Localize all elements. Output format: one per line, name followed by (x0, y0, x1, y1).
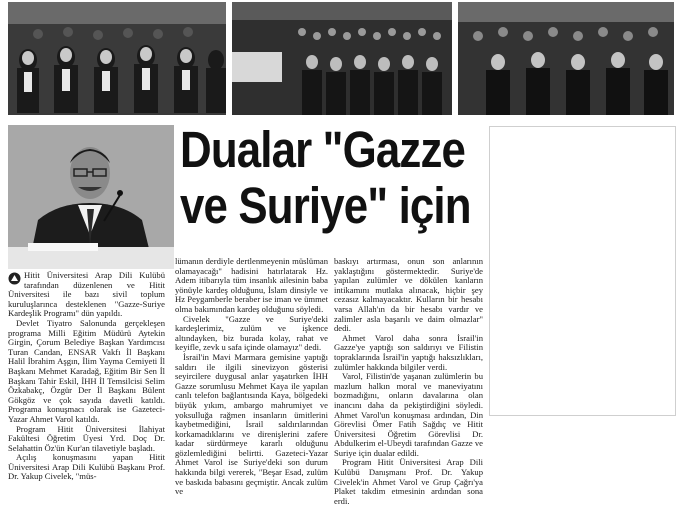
article-paragraph: Program Hitit Üniversitesi İlahiyat Fakültesi Öğretim Üyesi Yrd. Doç Dr. Selahattin Öz'ün Kur'an tilavetiyle başladı. (8, 423, 165, 453)
headline-line-1: Dualar "Gazze (180, 121, 466, 178)
university-logo-icon (8, 272, 21, 285)
headline (180, 121, 471, 234)
article-column-2 (175, 257, 328, 497)
article-paragraph: Varol, Filistin'de yaşanan zulümlerin bu mazlum halkın moral ve maneviyatını bozmadığını, onların davalarına olan inancını daha da pekiştirdiğini söyledi. Ahmet Varol'un konuşması ardından, Din Görevlisi Ömer Fatih Sağdıç ve Hitit Üniversitesi Öğretim Görevlisi Dr. Abdulkerim el-Ubeydi tarafından Gazze ve Suriye için dualar edildi. (334, 371, 483, 458)
audience-photo-left (8, 2, 226, 115)
article-column-3 (334, 257, 483, 506)
empty-ad-box (489, 126, 676, 416)
audience-photo-left-image (8, 2, 226, 115)
article-paragraph-text: Hitit Üniversitesi Arap Dili Kulübü tarafından düzenlenen ve Hitit Üniversitesi ile bazı sivil toplum kuruluşlarınca desteklenen "Gazze-Suriye Kardeşlik Programı" dün yapıldı. (8, 270, 165, 319)
audience-photo-center-image (232, 2, 452, 115)
article-paragraph: Program Hitit Üniversitesi Arap Dili Kulübü Danışmanı Prof. Dr. Yakup Civelek'in Ahmet Varol ve Grup Çağrı'ya Plaket takdim etmesinin ardından sona erdi. (334, 457, 483, 506)
headline-line-2: ve Suriye" için (180, 177, 471, 234)
speaker-photo (8, 125, 174, 269)
article-paragraph: baskıyı artırması, onun son anlarının yaklaştığını göstermektedir. Suriye'de yapılan zulümler ve dökülen kanların intikamını mutlaka alınacak, hiçbir şey cezasız kalmayacaktır. Kulların bir hesabı varsa Allah'ın da bir hesabı vardır ve zalimler asla başarılı ve daim olmazlar" dedi. (334, 256, 483, 334)
audience-photo-center (232, 2, 452, 115)
article-paragraph (8, 271, 165, 319)
article-column-1 (8, 271, 165, 482)
article-paragraph: Ahmet Varol daha sonra İsrail'in Gazze'ye yaptığı son saldırıyı ve Filistin topraklarında İsrail'in yaptığı haksızlıkları, zulümler hakkında bilgiler verdi. (334, 332, 483, 372)
article-paragraph: Civelek "Gazze ve Suriye'deki kardeşlerimiz, zulüm ve işkence altındayken, biz burada kolay, rahat ve keyifle, zevk u safa içinde olamayız" dedi. (175, 313, 328, 353)
article-paragraph: Açılış konuşmasını yapan Hitit Üniversitesi Arap Dili Kulübü Başkanı Prof. Dr. Yakup Civelek, "müs- (8, 452, 165, 482)
article-paragraph: Devlet Tiyatro Salonunda gerçekleşen programa Milli Eğitim Müdürü Aytekin Girgin, Çorum Belediye Başkan Yardımcısı Turan Candan, ENSAR Vakfı İl Başkanı Halil İbrahim Aşgın, İlim Yayma Cemiyeti İl Başkanı Mehmet Karadağ, Eğitim Bir Sen İl Başkanı Tahir Eskil, İHH İl Temsilcisi Selim Özkabakç, Özgür Der İl Başkanı Bülent Gökgöz ve çok sayıda davetli katıldı. Programa konuşmacı olarak ise Gazeteci-Yazar Ahmet Varol katıldı. (8, 317, 165, 424)
audience-photo-right (458, 2, 674, 115)
article-paragraph: lümanın derdiyle dertlenmeyenin müslüman olamayacağı" hadisini hatırlatarak Hz. Adem itibarıyla tüm insanlık ailesinin baba yönüyle kardeş olduğunu, İslam dinsiyle ve Hz Peygamberle beraber ise iman ve ümmet olma bakımından kardeş olduğunu söyledi. (175, 256, 328, 314)
article-paragraph: İsrail'in Mavi Marmara gemisine yaptığı saldırı ile ilgili sinevizyon gösterisi seyircilere duygusal anlar yaşatırken İHH Gazze sorumlusu Mehmet Kaya ile yapılan canlı telefon bağlantısında Kaya, bölgedeki büyük yıkım, ambargo mahrumiyet ve yoksulluğa rağmen insanların ümitlerini kaybetmediğini, İsrail saldırılarından korkamadıklarını ve direnişlerini zafere kadar sürdürmeye kararlı olduğunu gözlemlediğini belirtti. Gazeteci-Yazar Ahmet Varol ise Suriye'deki son durum hakkında bilgi vererek, "Beşar Esad, zulüm ve baskıda babasını geçmiştir. Ancak zulüm ve (175, 351, 328, 497)
speaker-photo-image (8, 125, 174, 269)
audience-photo-right-image (458, 2, 674, 115)
